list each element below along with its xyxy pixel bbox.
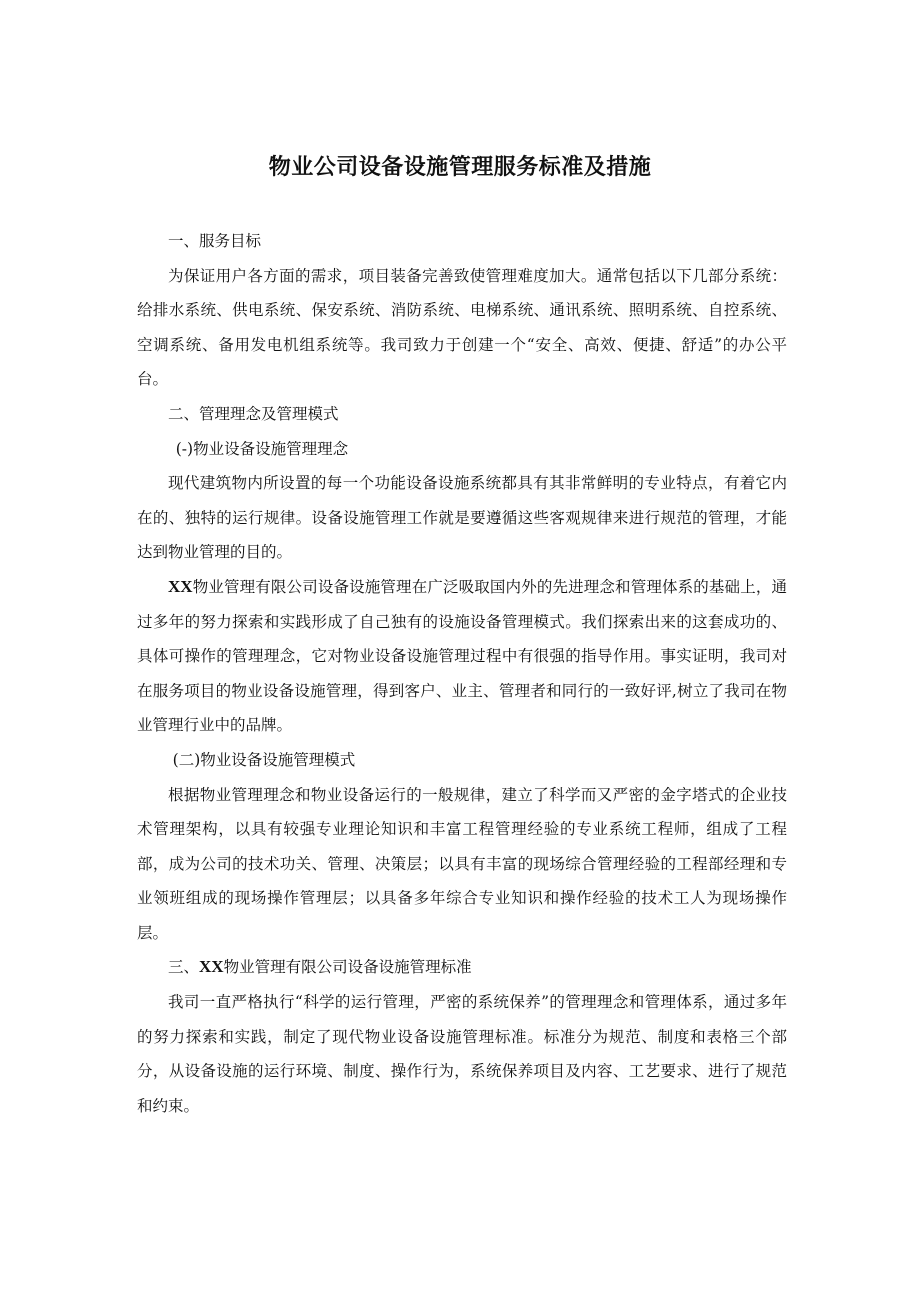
document-title: 物业公司设备设施管理服务标准及措施 <box>268 155 652 180</box>
section-2-1-paragraph-1: 现代建筑物内所设置的每一个功能设备设施系统都具有其非常鲜明的专业特点，有着它内在的、独特的运行规律。设备设施管理工作就是要遵循这些客观规律来进行规范的管理，才能达到物业管理的目的。 <box>137 474 787 562</box>
document-body <box>137 224 787 1123</box>
company-placeholder: XX <box>168 576 193 596</box>
section-2-1-paragraph-2-text: 物业管理有限公司设备设施管理在广泛吸取国内外的先进理念和管理体系的基础上，通过多年的努力探索和实践形成了自己独有的设施设备管理模式。我们探索出来的这套成功的、具体可操作的管理理念，它对物业设备设施管理过程中有很强的指导作用。事实证明，我司对在服务项目的物业设备设施管理，得到客户、业主、管理者和同行的一致好评,树立了我司在物业管理行业中的品牌。 <box>137 577 787 735</box>
section-3-heading <box>137 950 787 985</box>
section-2-2-paragraph: 根据物业管理理念和物业设备运行的一般规律，建立了科学而又严密的金字塔式的企业技术管理架构，以具有较强专业理论知识和丰富工程管理经验的专业系统工程师，组成了工程部，成为公司的技术功关、管理、决策层；以具有丰富的现场综合管理经验的工程部经理和专业领班组成的现场操作管理层；以具备多年综合专业知识和操作经验的技术工人为现场操作层。 <box>137 785 787 942</box>
section-1-heading: 一、服务目标 <box>168 232 262 250</box>
section-2-heading: 二、管理理念及管理模式 <box>168 404 339 423</box>
section-2-2-heading: (二)物业设备设施管理模式 <box>172 750 356 769</box>
section-2-1-heading: (-)物业设备设施管理理念 <box>175 439 349 458</box>
section-3-paragraph: 我司一直严格执行“科学的运行管理，严密的系统保养”的管理理念和管理体系，通过多年的努力探索和实践，制定了现代物业设备设施管理标准。标准分为规范、制度和表格三个部分，从设备设施的运行环境、制度、操作行为，系统保养项目及内容、工艺要求、进行了规范和约束。 <box>137 993 787 1115</box>
company-placeholder: XX <box>199 957 224 977</box>
section-3-heading-suffix: 物业管理有限公司设备设施管理标准 <box>223 958 472 977</box>
section-2-1-paragraph-2 <box>137 570 787 743</box>
section-1-paragraph: 为保证用户各方面的需求，项目装备完善致使管理难度加大。通常包括以下几部分系统：给排水系统、供电系统、保安系统、消防系统、电梯系统、通讯系统、照明系统、自控系统、空调系统、备用发电机组系统等。我司致力于创建一个“安全、高效、便捷、舒适”的办公平台。 <box>137 266 787 389</box>
section-3-heading-prefix: 三、 <box>168 958 200 977</box>
